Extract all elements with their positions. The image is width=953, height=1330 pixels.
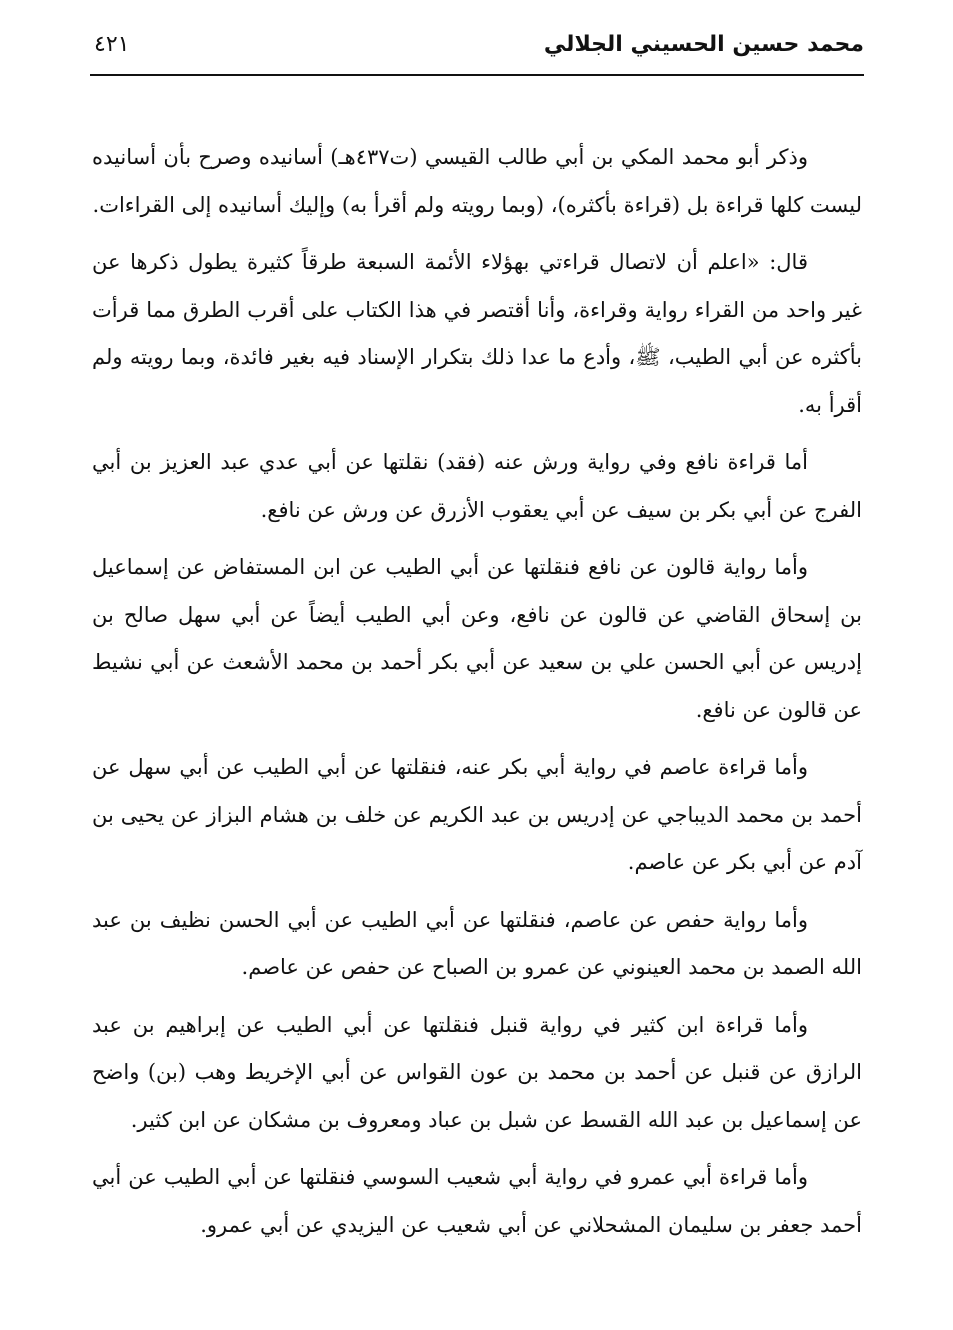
paragraph: أما قراءة نافع وفي رواية ورش عنه (فقد) نقلتها عن أبي عدي عبد العزيز بن أبي الفرج عن أبي بكر بن سيف عن أبي يعقوب الأزرق عن ورش عن نافع. [92,450,862,522]
paragraph: وأما رواية قالون عن نافع فنقلتها عن أبي الطيب عن ابن المستفاض عن إسماعيل بن إسحاق القاضي عن قالون عن نافع، وعن أبي الطيب أيضاً عن أبي سهل صالح بن إدريس عن أبي الحسن علي بن سعيد عن أبي بكر أحمد بن محمد الأشعث عن أبي نشيط عن قالون عن نافع. [92,555,862,722]
paragraph: وأما قراءة أبي عمرو في رواية أبي شعيب السوسي فنقلتها عن أبي الطيب عن أبي أحمد جعفر بن سليمان المشحلاني عن أبي شعيب عن اليزيدي عن أبي عمرو. [92,1165,862,1237]
paragraph: وأما رواية حفص عن عاصم، فنقلتها عن أبي الطيب عن أبي الحسن نظيف بن عبد الله الصمد بن محمد العينوني عن عمرو بن الصباح عن حفص عن عاصم. [92,907,862,979]
page-number: ٤٢١ [94,32,130,57]
body-text [92,134,862,1259]
paragraph: وأما قراءة عاصم في رواية أبي بكر عنه، فنقلتها عن أبي الطيب عن أبي سهل عن أحمد بن محمد الديباجي عن إدريس بن عبد الكريم عن خلف بن هشام البزاز عن يحيى بن آدم عن أبي بكر عن عاصم. [92,755,862,874]
header-divider [90,74,864,76]
paragraph: وأما قراءة ابن كثير في رواية قنبل فنقلتها عن أبي الطيب عن إبراهيم بن عبد الرازق عن قنبل عن أحمد بن محمد بن عون القواس عن أبي الإخريط وهب (بن) واضح عن إسماعيل بن عبد الله القسط عن شبل بن عباد ومعروف بن مشكان عن ابن كثير. [92,1012,862,1132]
running-header [90,28,864,74]
paragraph: قال: «اعلم أن لاتصال قراءتي بهؤلاء الأئمة السبعة طرقاً كثيرة يطول ذكرها عن غير واحد من القراء رواية وقراءة، وأنا أقتصر في هذا الكتاب على أقرب الطرق مما قرأت بأكثره عن أبي الطيب، ﷺ، وأدع ما عدا ذلك بتكرار الإسناد فيه بغير فائدة، وبما رويته ولم أقرأ به. [92,250,862,417]
paragraph: وذكر أبو محمد المكي بن أبي طالب القيسي (ت٤٣٧هـ) أسانيده وصرح بأن أسانيده ليست كلها قراءة بل (قراءة بأكثره)، (وبما رويته ولم أقرأ به) وإليك أسانيده إلى القراءات. [92,145,862,217]
header-author: محمد حسين الحسيني الجلالي [543,32,864,57]
